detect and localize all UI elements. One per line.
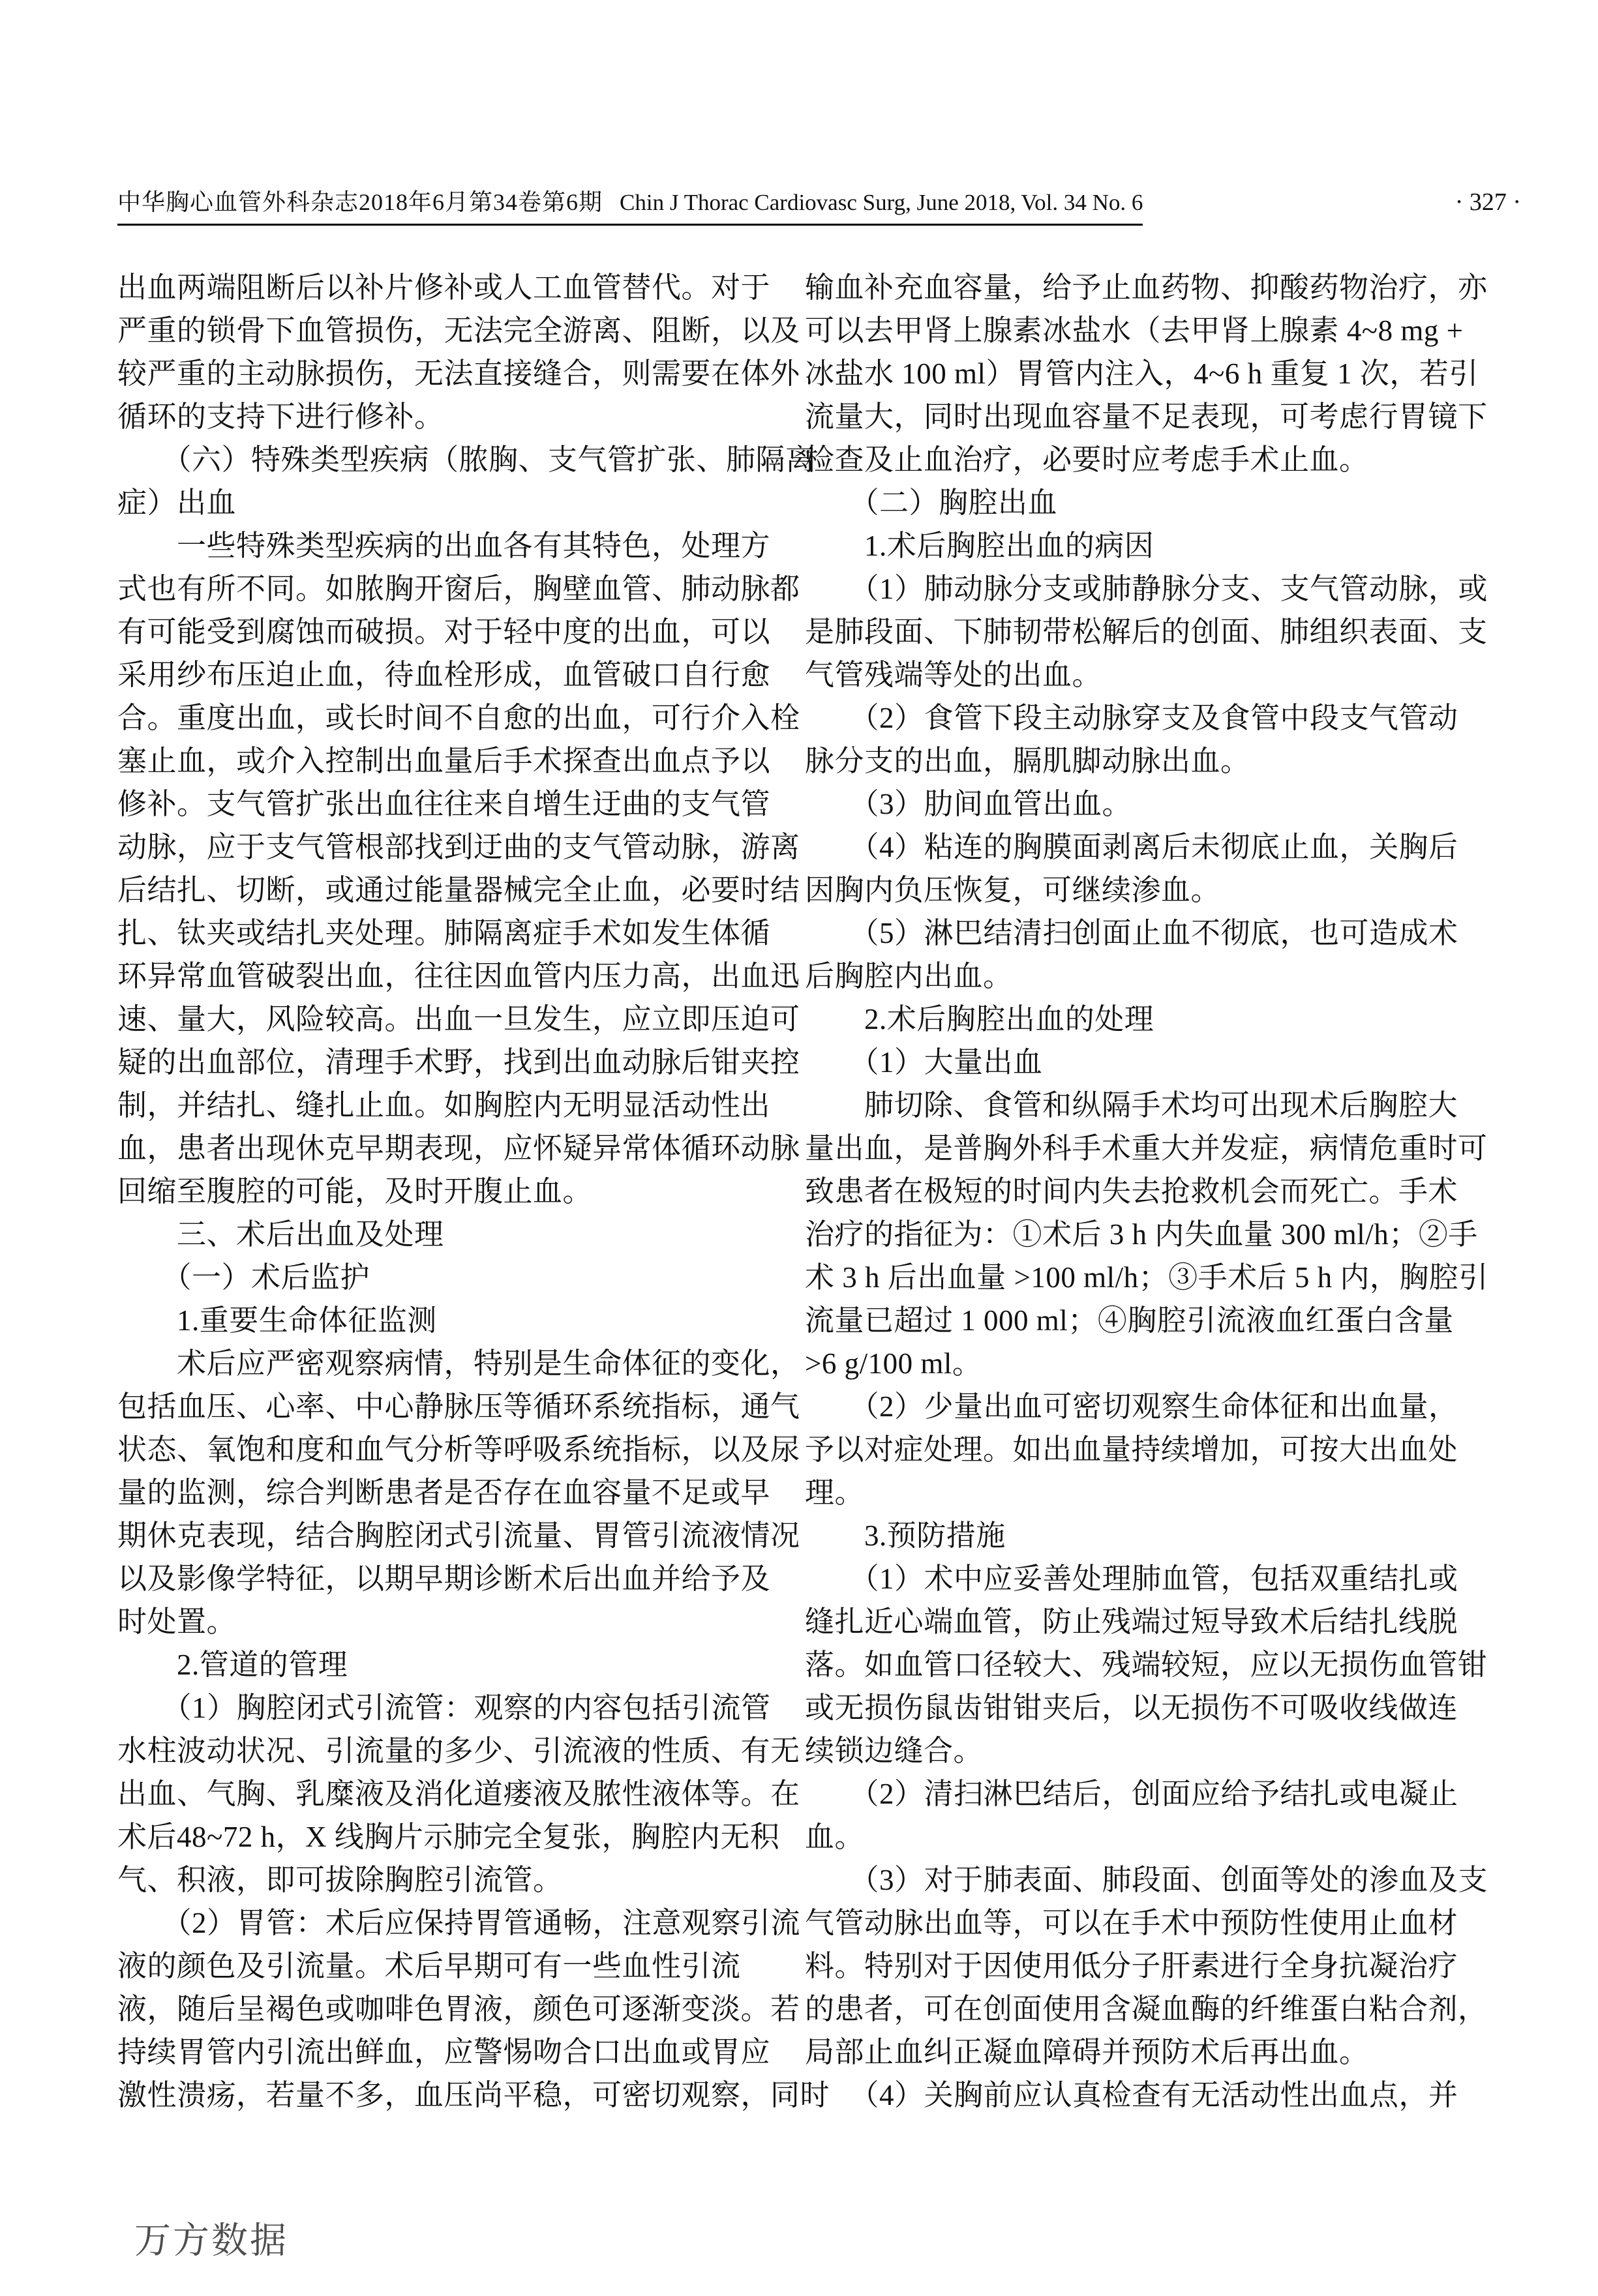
text-line: 有可能受到腐蚀而破损。对于轻中度的出血，可以 bbox=[117, 616, 771, 648]
text-line: 2.管道的管理 bbox=[117, 1648, 348, 1681]
page-header bbox=[117, 184, 1521, 226]
text-line: 肺切除、食管和纵隔手术均可出现术后胸腔大 bbox=[805, 1089, 1458, 1122]
text-line: 环异常血管破裂出血，往往因血管内压力高，出血迅 bbox=[117, 960, 800, 992]
text-line: 修补。支气管扩张出血往往来自增生迂曲的支气管 bbox=[117, 788, 771, 820]
text-line: （2）少量出血可密切观察生命体征和出血量， bbox=[805, 1390, 1458, 1423]
text-line: 扎、钛夹或结扎夹处理。肺隔离症手术如发生体循 bbox=[117, 917, 771, 949]
text-line: 激性溃疡，若量不多，血压尚平稳，可密切观察，同时 bbox=[117, 2079, 830, 2111]
text-line: 3.预防措施 bbox=[805, 1519, 1006, 1552]
text-line: 式也有所不同。如脓胸开窗后，胸壁血管、肺动脉都 bbox=[117, 573, 800, 605]
text-line: 速、量大，风险较高。出血一旦发生，应立即压迫可 bbox=[117, 1003, 800, 1036]
text-line: 回缩至腹腔的可能，及时开腹止血。 bbox=[117, 1175, 593, 1208]
text-line: 的患者，可在创面使用含凝血酶的纤维蛋白粘合剂， bbox=[805, 1993, 1488, 2025]
right-column bbox=[805, 266, 1488, 2117]
text-line: 包括血压、心率、中心静脉压等循环系统指标，通气 bbox=[117, 1390, 800, 1423]
text-line: （2）胃管：术后应保持胃管通畅，注意观察引流 bbox=[117, 1907, 801, 1939]
text-line: 可以去甲肾上腺素冰盐水（去甲肾上腺素 4~8 mg + bbox=[805, 314, 1464, 347]
text-line: 循环的支持下进行修补。 bbox=[117, 400, 444, 433]
text-line: 时处置。 bbox=[117, 1605, 237, 1638]
journal-title-cn: 中华胸心血管外科杂志2018年6月第34卷第6期 bbox=[117, 189, 603, 215]
text-line: 气管动脉出血等，可以在手术中预防性使用止血材 bbox=[805, 1907, 1458, 1939]
text-line: （1）肺动脉分支或肺静脉分支、支气管动脉，或 bbox=[805, 573, 1488, 605]
text-line: 状态、氧饱和度和血气分析等呼吸系统指标，以及尿 bbox=[117, 1433, 800, 1466]
text-line: >6 g/100 ml。 bbox=[805, 1347, 982, 1380]
text-line: 流量已超过 1 000 ml；④胸腔引流液血红蛋白含量 bbox=[805, 1304, 1454, 1337]
text-line: （2）清扫淋巴结后，创面应给予结扎或电凝止 bbox=[805, 1778, 1458, 1810]
text-line: 严重的锁骨下血管损伤，无法完全游离、阻断，以及 bbox=[117, 314, 800, 347]
text-line: 2.术后胸腔出血的处理 bbox=[805, 1003, 1154, 1036]
text-line: （二）胸腔出血 bbox=[805, 486, 1058, 519]
text-line: （4）关胸前应认真检查有无活动性出血点，并 bbox=[805, 2079, 1458, 2111]
text-line: 术后应严密观察病情，特别是生命体征的变化， bbox=[117, 1347, 800, 1380]
text-line: 持续胃管内引流出鲜血，应警惕吻合口出血或胃应 bbox=[117, 2036, 771, 2068]
text-line: （3）肋间血管出血。 bbox=[805, 788, 1132, 820]
text-line: 或无损伤鼠齿钳钳夹后，以无损伤不可吸收线做连 bbox=[805, 1692, 1458, 1724]
text-line: 是肺段面、下肺韧带松解后的创面、肺组织表面、支 bbox=[805, 616, 1488, 648]
text-line: 输血补充血容量，给予止血药物、抑酸药物治疗，亦 bbox=[805, 271, 1488, 304]
text-line: （2）食管下段主动脉穿支及食管中段支气管动 bbox=[805, 702, 1458, 734]
wanfang-watermark: 万方数据 bbox=[134, 2220, 288, 2261]
text-line: 检查及止血治疗，必要时应考虑手术止血。 bbox=[805, 443, 1369, 476]
text-line: 予以对症处理。如出血量持续增加，可按大出血处 bbox=[805, 1433, 1458, 1466]
text-line: 液的颜色及引流量。术后早期可有一些血性引流 bbox=[117, 1950, 741, 1982]
text-line: 续锁边缝合。 bbox=[805, 1735, 984, 1767]
journal-title-en: Chin J Thorac Cardiovasc Surg, June 2018, Vol. 34 No. 6 bbox=[620, 190, 1143, 215]
text-line: 缝扎近心端血管，防止残端过短导致术后结扎线脱 bbox=[805, 1605, 1458, 1638]
text-line: 脉分支的出血，膈肌脚动脉出血。 bbox=[805, 745, 1250, 777]
text-line: 塞止血，或介入控制出血量后手术探查出血点予以 bbox=[117, 745, 771, 777]
text-line: （六）特殊类型疾病（脓胸、支气管扩张、肺隔离 bbox=[117, 443, 815, 476]
text-line: 治疗的指征为：①术后 3 h 内失血量 300 ml/h；②手 bbox=[805, 1218, 1478, 1251]
text-line: 采用纱布压迫止血，待血栓形成，血管破口自行愈 bbox=[117, 659, 771, 691]
text-line: 流量大，同时出现血容量不足表现，可考虑行胃镜下 bbox=[805, 400, 1488, 433]
left-column bbox=[117, 266, 830, 2117]
text-line: 制，并结扎、缝扎止血。如胸腔内无明显活动性出 bbox=[117, 1089, 771, 1122]
text-line: 1.重要生命体征监测 bbox=[117, 1304, 437, 1337]
text-line: 因胸内负压恢复，可继续渗血。 bbox=[805, 874, 1221, 906]
text-line: 一些特殊类型疾病的出血各有其特色，处理方 bbox=[117, 529, 771, 562]
text-line: 较严重的主动脉损伤，无法直接缝合，则需要在体外 bbox=[117, 357, 800, 390]
text-line: 血。 bbox=[805, 1821, 865, 1853]
text-line: 气、积液，即可拔除胸腔引流管。 bbox=[117, 1864, 563, 1896]
text-line: 动脉，应于支气管根部找到迂曲的支气管动脉，游离 bbox=[117, 831, 800, 863]
text-line: 气管残端等处的出血。 bbox=[805, 659, 1102, 691]
text-line: （1）大量出血 bbox=[805, 1046, 1043, 1079]
text-line: （一）术后监护 bbox=[117, 1261, 370, 1294]
text-line: （1）胸腔闭式引流管：观察的内容包括引流管 bbox=[117, 1692, 771, 1724]
text-line: 以及影像学特征，以期早期诊断术后出血并给予及 bbox=[117, 1562, 771, 1595]
text-line: 后胸腔内出血。 bbox=[805, 960, 1013, 992]
text-line: 后结扎、切断，或通过能量器械完全止血，必要时结 bbox=[117, 874, 800, 906]
text-line: 出血两端阻断后以补片修补或人工血管替代。对于 bbox=[117, 271, 771, 304]
text-line: （4）粘连的胸膜面剥离后未彻底止血，关胸后 bbox=[805, 831, 1458, 863]
text-line: 致患者在极短的时间内失去抢救机会而死亡。手术 bbox=[805, 1175, 1458, 1208]
text-line: 水柱波动状况、引流量的多少、引流液的性质、有无 bbox=[117, 1735, 800, 1767]
text-line: 局部止血纠正凝血障碍并预防术后再出血。 bbox=[805, 2036, 1369, 2068]
text-line: 1.术后胸腔出血的病因 bbox=[805, 529, 1154, 562]
header-rule bbox=[117, 184, 1143, 226]
text-line: 料。特别对于因使用低分子肝素进行全身抗凝治疗 bbox=[805, 1950, 1458, 1982]
text-line: 合。重度出血，或长时间不自愈的出血，可行介入栓 bbox=[117, 702, 800, 734]
text-line: 液，随后呈褐色或咖啡色胃液，颜色可逐渐变淡。若 bbox=[117, 1993, 800, 2025]
text-line: 量的监测，综合判断患者是否存在血容量不足或早 bbox=[117, 1476, 771, 1509]
text-line: 出血、气胸、乳糜液及消化道瘘液及脓性液体等。在 bbox=[117, 1778, 800, 1810]
text-line: 期休克表现，结合胸腔闭式引流量、胃管引流液情况 bbox=[117, 1519, 800, 1552]
text-line: 术后48~72 h，X 线胸片示肺完全复张，胸腔内无积 bbox=[117, 1821, 780, 1853]
text-line: 理。 bbox=[805, 1476, 865, 1509]
text-line: 量出血，是普胸外科手术重大并发症，病情危重时可 bbox=[805, 1132, 1488, 1165]
text-line: 三、术后出血及处理 bbox=[117, 1218, 444, 1251]
text-line: （1）术中应妥善处理肺血管，包括双重结扎或 bbox=[805, 1562, 1458, 1595]
text-line: 症）出血 bbox=[117, 486, 237, 519]
text-line: 疑的出血部位，清理手术野，找到出血动脉后钳夹控 bbox=[117, 1046, 800, 1079]
text-line: 血，患者出现休克早期表现，应怀疑异常体循环动脉 bbox=[117, 1132, 800, 1165]
text-line: 落。如血管口径较大、残端较短，应以无损伤血管钳 bbox=[805, 1648, 1488, 1681]
text-line: （5）淋巴结清扫创面止血不彻底，也可造成术 bbox=[805, 917, 1458, 949]
text-line: 冰盐水 100 ml）胃管内注入，4~6 h 重复 1 次，若引 bbox=[805, 357, 1479, 390]
text-line: （3）对于肺表面、肺段面、创面等处的渗血及支 bbox=[805, 1864, 1488, 1896]
text-line: 术 3 h 后出血量 >100 ml/h；③手术后 5 h 内，胸腔引 bbox=[805, 1261, 1488, 1294]
page-number: · 327 · bbox=[1455, 188, 1521, 216]
